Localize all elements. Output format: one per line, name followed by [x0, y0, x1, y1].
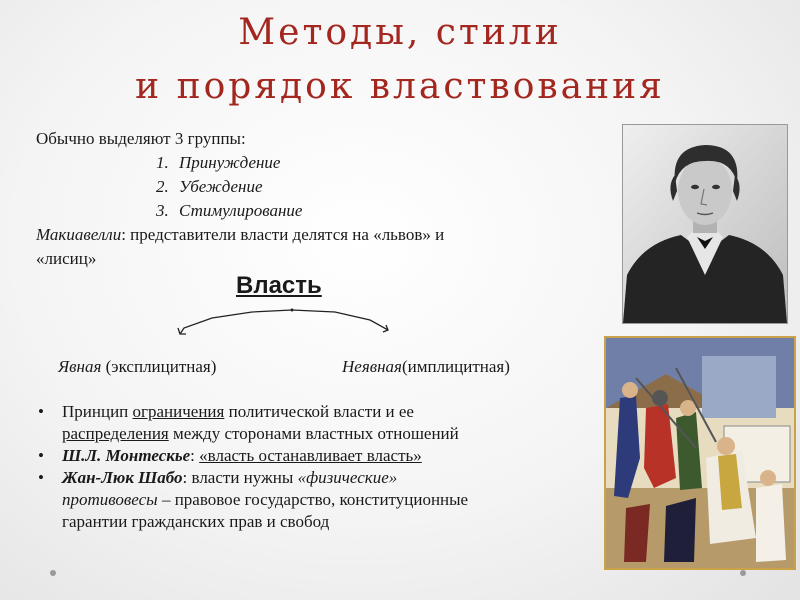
bullet-limitation: [36, 401, 596, 445]
text-segment: – правовое государство, конституционные: [157, 490, 469, 510]
author-name: Жан-Люк Шабо: [62, 468, 183, 488]
italic-term: «физические»: [297, 468, 398, 488]
slide-title-line-1: Методы, стили: [238, 12, 562, 53]
text-segment: политической власти и ее: [224, 402, 414, 421]
bullet-montesquieu: [36, 445, 596, 467]
underlined-term: распределения: [62, 424, 169, 444]
slide-title-line-2: и порядок властвования: [135, 66, 665, 107]
implicit-note: (имплицитная): [401, 357, 510, 376]
underlined-term: ограничения: [132, 402, 225, 421]
explicit-note: (эксплицитная): [101, 357, 217, 376]
power-heading: Власть: [236, 272, 322, 299]
italic-term: противовесы: [62, 490, 158, 510]
decorative-dot-right: [740, 570, 746, 576]
medieval-miniature-image: [604, 336, 796, 570]
quote: «власть останавливает власть»: [199, 446, 422, 466]
machiavelli-line-1: [36, 224, 444, 246]
machiavelli-text: : представители власти делятся на «львов» и: [121, 225, 445, 244]
text-segment: : власти нужны: [182, 468, 298, 488]
group-label: Стимулирование: [179, 201, 303, 220]
branch-arrows: [170, 300, 400, 342]
group-item-1: [156, 152, 280, 174]
group-number: 2.: [156, 177, 169, 196]
machiavelli-line-2: «лисиц»: [36, 249, 97, 268]
explicit-power: [58, 356, 216, 378]
group-number: 1.: [156, 153, 169, 172]
decorative-dot-left: [50, 570, 56, 576]
text-segment: между сторонами властных отношений: [168, 424, 459, 444]
text-segment: гарантии гражданских прав и свобод: [62, 512, 330, 532]
implicit-power: [342, 356, 510, 378]
text-segment: Принцип: [62, 402, 133, 421]
text-segment: :: [190, 446, 200, 466]
group-item-3: [156, 200, 302, 222]
implicit-term: Неявная: [342, 357, 402, 376]
explicit-term: Явная: [58, 357, 102, 376]
machiavelli-name: Макиавелли: [36, 225, 122, 244]
group-label: Убеждение: [179, 177, 263, 196]
bullet-chabot: [36, 467, 596, 533]
group-label: Принуждение: [179, 153, 281, 172]
intro-text: Обычно выделяют 3 группы:: [36, 129, 246, 148]
author-name: Ш.Л. Монтескье: [62, 446, 191, 466]
group-number: 3.: [156, 201, 169, 220]
portrait-image: [622, 124, 788, 324]
group-item-2: [156, 176, 263, 198]
bullet-list: [36, 401, 596, 534]
